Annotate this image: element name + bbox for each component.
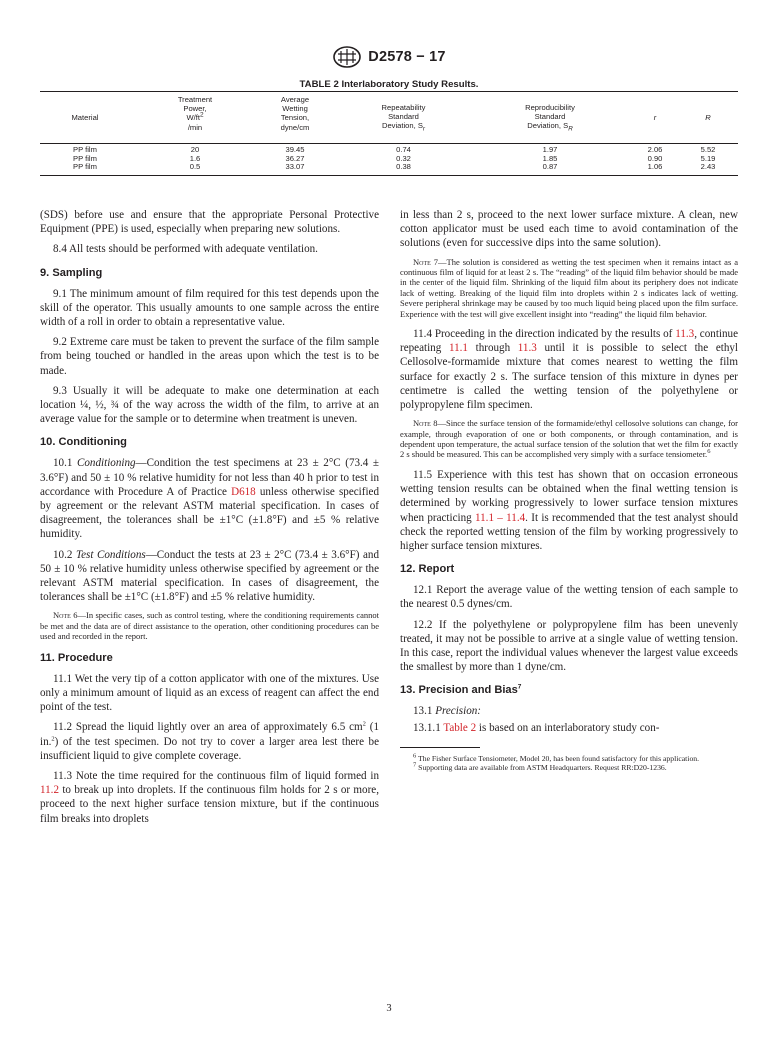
table-caption: TABLE 2 Interlaboratory Study Results.: [299, 79, 479, 90]
link-11-3[interactable]: 11.3: [675, 328, 695, 341]
section-heading-precision-bias: 13. Precision and Bias$^7$: [400, 683, 522, 697]
header-material: Material: [71, 113, 99, 122]
paragraph-13-1: 13.1 Precision:: [413, 705, 481, 718]
right-column: [400, 208, 738, 773]
paragraph-11-4: 11.4 Proceeding in the direction indicated by the results of 11.3, continue repeating 11.1 through 11.3 until it is possible to select the ethyl Cellosolve-formamide mixture that comes nearest to wetting the film surface for exactly 2 s. The surface tension of this mixture in dynes per centimetre is called the wetting tension of the polyethylene or polypropylene film specimen.: [400, 328, 739, 412]
link-11-1[interactable]: 11.1: [448, 342, 468, 355]
table-header-row: [40, 95, 738, 143]
header-treatment-power: Treatment Power, $W/ft^2$ /min: [177, 95, 213, 132]
table-row: PP film 1.6 36.27 0.32 1.85 0.90 5.19: [73, 153, 716, 163]
footnote-7: $^7$ Supporting data are available from ASTM Headquarters. Request RR:D20-1236.: [413, 761, 667, 773]
table-row: PP film 20 39.45 0.74 1.97 2.06 5.52: [73, 145, 716, 154]
paragraph-11-5: 11.5 Experience with this test has shown that on occasion erroneous wetting tension results can be obtained when the final wetting tension is determined by working progressively to lower surface tension mixtures when practicing 11.1 – 11.4. It is recommended that the test analyst should check the reported wetting tension of the film by working progressively to higher surface tension mixtures.: [400, 468, 738, 552]
note-8: Note 8—Since the surface tension of the formamide/ethyl cellosolve solutions can change, for example, through evaporation of one or both components, or through contamination, and is dependent upon temperature, the actual surface tension of the solution that wet the film for exactly 2 s should be measured. This can be accomplished very simply with a surface tensiometer.$^6$: [400, 418, 738, 460]
paragraph-11-3: 11.3 Note the time required for the continuous film of liquid formed in 11.2 to break up into droplets. If the continuous film holds for 2 s or more, proceed to the next higher surface tension mixture, but if the continuous film breaks into droplets: [40, 769, 379, 825]
table-bottom-rule: [40, 175, 738, 176]
header-r: r: [653, 113, 657, 122]
table-body: [40, 146, 738, 172]
section-heading-procedure: 11. Procedure: [40, 651, 113, 664]
link-table-2[interactable]: Table 2: [443, 721, 477, 734]
table-header-rule: [40, 143, 738, 144]
table-row: PP film 0.5 33.07 0.38 0.87 1.06 2.43: [73, 162, 716, 172]
document-header: [0, 44, 778, 70]
left-column: [40, 208, 379, 832]
footnote-6: $^6$ The Fisher Surface Tensiometer, Model 20, has been found satisfactory for this application.: [413, 752, 700, 763]
paragraph-9-2: 9.2 Extreme care must be taken to prevent the surface of the film sample from being touched or handled in the areas upon which the test is to be made.: [40, 336, 379, 377]
header-reproducibility: Reproducibility Standard Deviation, $S_R$: [525, 103, 575, 133]
paragraph-11-1: 11.1 Wet the very tip of a cotton applicator with one of the mixtures. Use only a minimum amount of liquid as an excess of reagent can affect the end point of the test.: [40, 672, 379, 714]
paragraph-10-1: 10.1 Conditioning—Condition the test specimens at 23 ± 2°C (73.4 ± 3.6°F) and 50 ± 10 % relative humidity for not less than 40 h prior to test in accordance with Procedure A of Practice D618 unless otherwise specified by agreement or the relevant ASTM material specification. In cases of disagreement, the tolerances shall be ±1°C (±1.8°F) and ±5 % relative humidity.: [40, 457, 380, 541]
link-11-2[interactable]: 11.2: [40, 784, 60, 797]
paragraph-10-2: 10.2 Test Conditions—Conduct the tests at 23 ± 2°C (73.4 ± 3.6°F) and 50 ± 10 % relative humidity unless otherwise specified by agreement or the relevant ASTM material specification. In cases of disagreement, the tolerances shall be ±1°C (±1.8°F) and ±5 % relative humidity.: [40, 548, 380, 604]
standard-designation: D2578 − 17: [368, 49, 446, 65]
paragraph-continued: in less than 2 s, proceed to the next lower surface mixture. A clean, new cotton applicator must be used each time to avoid contamination of the solutions (even for successive dips into the same solution).: [400, 209, 738, 250]
header-repeatability: Repeatability Standard Deviation, $S_r$: [381, 103, 426, 133]
paragraph-9-3: 9.3 Usually it will be adequate to make one determination at each location ¼, ½, ¾ of the way across the width of the film, to arrive at an average value for the sample or to determine when treatment is uneven.: [40, 384, 379, 426]
paragraph-12-2: 12.2 If the polyethylene or polypropylene film has been unevenly treated, it may not be possible to arrive at a single value of wetting tension. In this case, report the individual values whenever the largest value exceeds the smallest by more than 1 dyne/cm.: [400, 618, 738, 674]
paragraph-9-1: 9.1 The minimum amount of film required for this test depends upon the skill of the operator. This usually amounts to one sample across the entire width of a roll in order to obtain a representative value.: [40, 287, 379, 329]
note-7: Note 7—The solution is considered as wetting the test specimen when it remains intact as a continuous film of liquid for at least 2 s. The “reading” of the liquid film behavior should be made in the center of the liquid film. Shrinking of the liquid film about its periphery does not indicate lack of wetting. Breaking of the liquid film into droplets within 2 s indicates lack of wetting. Severe peripheral shrinkage may be caused by too much liquid being placed upon the film surface. Experience with the test will give excellent insight into “reading” the liquid film behavior.: [400, 256, 739, 319]
paragraph-12-1: 12.1 Report the average value of the wetting tension of each sample to the nearest 0.5 dynes/cm.: [400, 584, 738, 611]
section-heading-sampling: 9. Sampling: [40, 266, 103, 279]
astm-logo-icon: [332, 46, 362, 68]
link-11-1-11-4[interactable]: 11.1 – 11.4: [475, 511, 526, 524]
footnote-rule: [400, 747, 480, 748]
header-average-wetting-tension: Average Wetting Tension, dyne/cm: [280, 95, 310, 132]
note-6: Note 6—In specific cases, such as control testing, where the conditioning requirements cannot be met and the data are of direct assistance to the operation, other conditioning procedures can be used and recorded in the report.: [40, 610, 379, 642]
link-11-3[interactable]: 11.3: [517, 342, 537, 355]
link-d618[interactable]: D618: [231, 485, 256, 498]
paragraph-11-2: 11.2 Spread the liquid lightly over an area of approximately 6.5 $cm^2$ (1 in.$^2$) of the test specimen. Do not try to cover a larger area lest there be insufficient liquid to give complete coverage.: [40, 720, 379, 762]
table-top-rule: [40, 91, 738, 92]
header-R: R: [705, 113, 711, 122]
paragraph-8-4: 8.4 All tests should be performed with adequate ventilation.: [53, 243, 318, 256]
paragraph-13-1-1: 13.1.1 Table 2 is based on an interlaboratory study con-: [413, 721, 660, 734]
section-heading-report: 12. Report: [400, 563, 455, 576]
section-heading-conditioning: 10. Conditioning: [40, 436, 127, 449]
paragraph-sds: (SDS) before use and ensure that the appropriate Personal Protective Equipment (PPE) is used, especially when preparing new solutions.: [40, 209, 379, 236]
page-number: 3: [386, 1003, 392, 1014]
